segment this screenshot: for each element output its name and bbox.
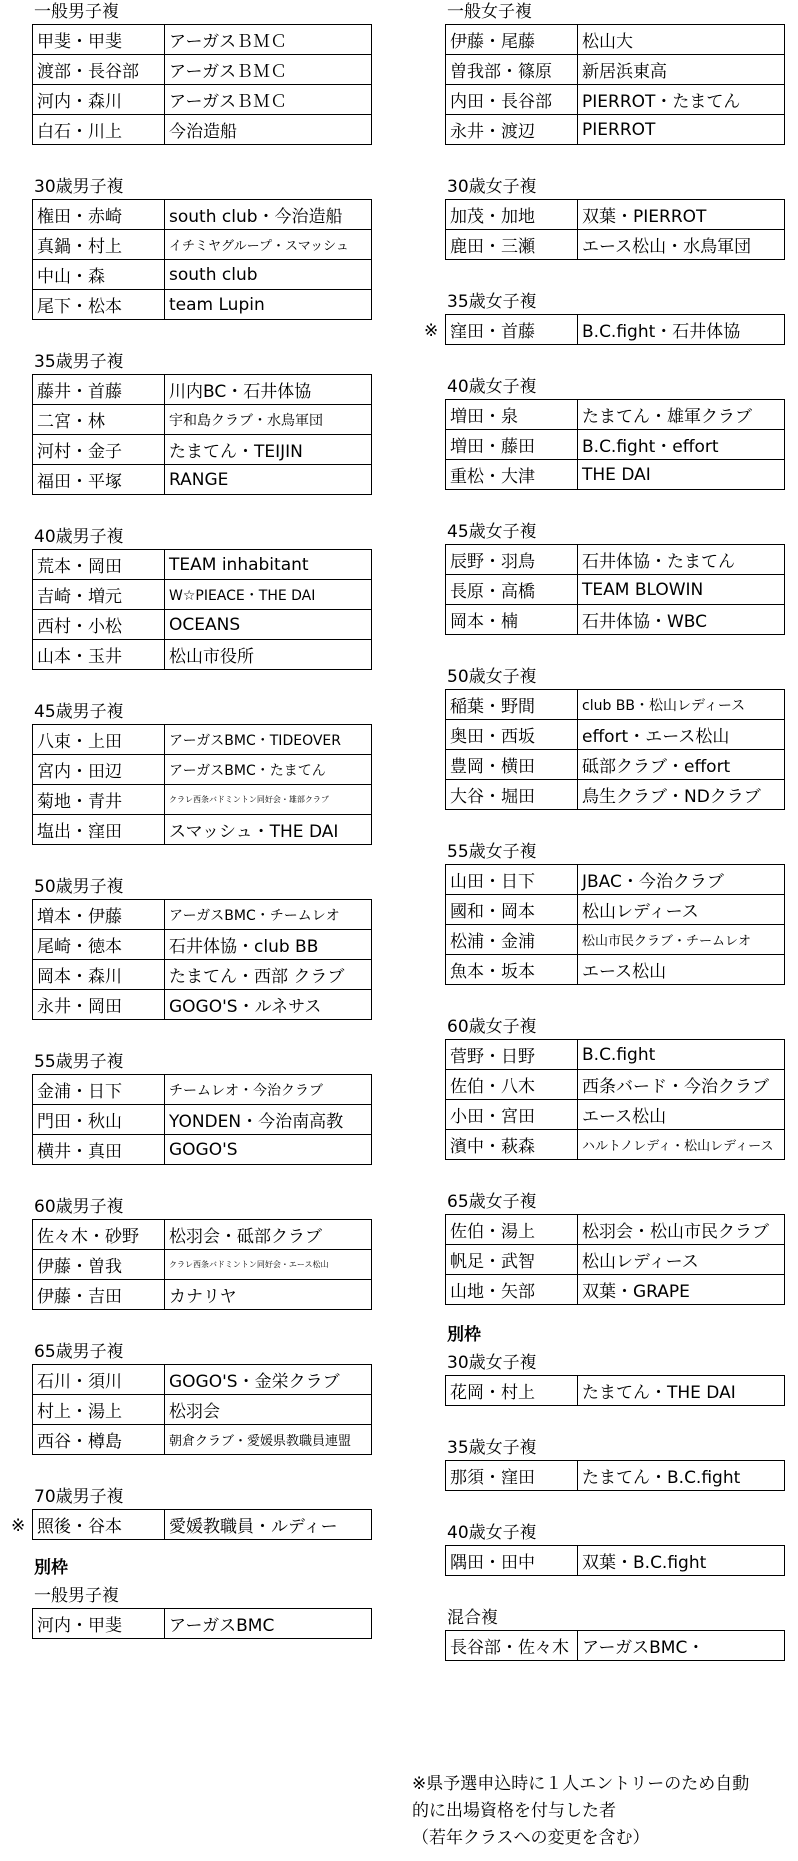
table-row xyxy=(446,895,785,925)
player-names: 帆足・武智 xyxy=(446,1245,578,1275)
club-names: 宇和島クラブ・水鳥軍団 xyxy=(165,405,372,435)
section-65-womens-doubles xyxy=(445,1190,785,1305)
player-names: 西谷・樽島 xyxy=(33,1425,165,1455)
player-names: 真鍋・村上 xyxy=(33,230,165,260)
player-names: 横井・真田 xyxy=(33,1135,165,1165)
table-row xyxy=(33,1250,372,1280)
club-names: エース松山 xyxy=(578,955,785,985)
player-names: 菊地・青井 xyxy=(33,785,165,815)
player-names: 白石・川上 xyxy=(33,115,165,145)
section-title: 40歳男子複 xyxy=(34,527,124,547)
club-names: アーガスBMC・たまてん xyxy=(165,755,372,785)
pairs-table xyxy=(32,199,372,320)
section-title: 70歳男子複 xyxy=(34,1487,124,1507)
player-names: 渡部・長谷部 xyxy=(33,55,165,85)
player-names: 小田・宮田 xyxy=(446,1100,578,1130)
club-names: 松山レディース xyxy=(578,895,785,925)
player-names: 花岡・村上 xyxy=(446,1376,578,1406)
club-names: エース松山・水鳥軍団 xyxy=(578,230,785,260)
section-title: 50歳女子複 xyxy=(447,667,537,687)
note-marker: ※ xyxy=(424,321,439,341)
player-names: 佐々木・砂野 xyxy=(33,1220,165,1250)
club-names: south club xyxy=(165,260,372,290)
player-names: 長原・高橋 xyxy=(446,575,578,605)
table-row xyxy=(446,1040,785,1070)
club-names: アーガスＢＭＣ xyxy=(165,55,372,85)
player-names: 稲葉・野間 xyxy=(446,690,578,720)
club-names: アーガスBMC・チームレオ xyxy=(165,900,372,930)
table-row xyxy=(33,785,372,815)
club-names: 双葉・GRAPE xyxy=(578,1275,785,1305)
table-row xyxy=(446,690,785,720)
section-title: 65歳女子複 xyxy=(447,1192,537,1212)
player-names: 吉崎・増元 xyxy=(33,580,165,610)
table-row xyxy=(33,115,372,145)
section-general-mens-doubles-extra xyxy=(32,1584,372,1639)
table-row xyxy=(446,1275,785,1305)
club-names: GOGO'S xyxy=(165,1135,372,1165)
section-title: 45歳女子複 xyxy=(447,522,537,542)
player-names xyxy=(424,315,578,345)
footnote-line: 的に出場資格を付与した者 xyxy=(412,1801,616,1821)
player-names: 尾下・松本 xyxy=(33,290,165,320)
table-row xyxy=(446,1130,785,1160)
section-title: 50歳男子複 xyxy=(34,877,124,897)
section-55-womens-doubles xyxy=(445,840,785,985)
section-40-womens-doubles-extra xyxy=(445,1521,785,1576)
table-row xyxy=(33,1510,372,1540)
player-names: 八束・上田 xyxy=(33,725,165,755)
player-names: 加茂・加地 xyxy=(446,200,578,230)
pairs-table xyxy=(445,199,785,260)
player-names: 永井・渡辺 xyxy=(446,115,578,145)
footnote-line: ※県予選申込時に１人エントリーのため自動 xyxy=(412,1774,750,1794)
pairs-table xyxy=(32,1074,372,1165)
player-names xyxy=(11,1510,165,1540)
table-row xyxy=(33,1220,372,1250)
player-names: 隅田・田中 xyxy=(446,1546,578,1576)
player-names: 岡本・楠 xyxy=(446,605,578,635)
left-column xyxy=(11,0,372,1639)
player-names: 村上・湯上 xyxy=(33,1395,165,1425)
section-title: 40歳女子複 xyxy=(447,1523,537,1543)
table-row xyxy=(33,55,372,85)
section-title: 55歳女子複 xyxy=(447,842,537,862)
pairs-table xyxy=(11,1509,372,1540)
pairs-table xyxy=(32,1608,372,1639)
player-names: 山本・玉井 xyxy=(33,640,165,670)
club-names: 愛媛教職員・ルディー xyxy=(165,1510,372,1540)
player-names: 藤井・首藤 xyxy=(33,375,165,405)
player-names: 那須・窪田 xyxy=(446,1461,578,1491)
section-title: 35歳女子複 xyxy=(447,1438,537,1458)
table-row xyxy=(33,290,372,320)
player-names: 岡本・森川 xyxy=(33,960,165,990)
player-names: 重松・大津 xyxy=(446,460,578,490)
club-names: TEAM inhabitant xyxy=(165,550,372,580)
table-row xyxy=(33,725,372,755)
table-row xyxy=(33,260,372,290)
table-row xyxy=(33,230,372,260)
table-row xyxy=(446,400,785,430)
club-names: アーガスＢＭＣ xyxy=(165,25,372,55)
club-names: イチミヤグループ・スマッシュ xyxy=(165,230,372,260)
section-title: 30歳男子複 xyxy=(34,177,124,197)
player-names: 甲斐・甲斐 xyxy=(33,25,165,55)
player-names: 二宮・林 xyxy=(33,405,165,435)
table-row xyxy=(446,1546,785,1576)
club-names: 双葉・PIERROT xyxy=(578,200,785,230)
table-row xyxy=(33,1395,372,1425)
pairs-table xyxy=(424,314,785,345)
table-row xyxy=(446,1461,785,1491)
table-row xyxy=(33,25,372,55)
pairs-table xyxy=(445,864,785,985)
player-names: 鹿田・三瀬 xyxy=(446,230,578,260)
club-names: JBAC・今治クラブ xyxy=(578,865,785,895)
club-names: 西条バード・今治クラブ xyxy=(578,1070,785,1100)
table-row xyxy=(33,960,372,990)
section-50-mens-doubles xyxy=(32,875,372,1020)
table-row xyxy=(33,1609,372,1639)
table-row xyxy=(446,230,785,260)
section-50-womens-doubles xyxy=(445,665,785,810)
section-60-mens-doubles xyxy=(32,1195,372,1310)
player-names: 中山・森 xyxy=(33,260,165,290)
table-row xyxy=(33,1280,372,1310)
section-30-womens-doubles xyxy=(445,175,785,260)
player-names: 伊藤・吉田 xyxy=(33,1280,165,1310)
club-names: TEAM BLOWIN xyxy=(578,575,785,605)
table-row xyxy=(446,1070,785,1100)
betsuwaku-label: 別枠 xyxy=(447,1325,481,1345)
section-title: 60歳男子複 xyxy=(34,1197,124,1217)
club-names: たまてん・B.C.fight xyxy=(578,1461,785,1491)
table-row xyxy=(446,865,785,895)
player-names: 國和・岡本 xyxy=(446,895,578,925)
table-row xyxy=(446,1245,785,1275)
section-title: 一般女子複 xyxy=(447,2,532,22)
club-names: 新居浜東高 xyxy=(578,55,785,85)
club-names: south club・今治造船 xyxy=(165,200,372,230)
club-names: 松山レディース xyxy=(578,1245,785,1275)
player-names: 河内・甲斐 xyxy=(33,1609,165,1639)
player-names: 門田・秋山 xyxy=(33,1105,165,1135)
player-names: 増田・泉 xyxy=(446,400,578,430)
table-row xyxy=(446,545,785,575)
club-names: アーガスBMC xyxy=(165,1609,372,1639)
club-names: 松山市民クラブ・チームレオ xyxy=(578,925,785,955)
player-names: 曽我部・篠原 xyxy=(446,55,578,85)
table-row xyxy=(33,465,372,495)
player-names: 魚本・坂本 xyxy=(446,955,578,985)
player-names: 福田・平塚 xyxy=(33,465,165,495)
club-names: YONDEN・今治南高教 xyxy=(165,1105,372,1135)
player-names: 塩出・窪田 xyxy=(33,815,165,845)
player-names: 永井・岡田 xyxy=(33,990,165,1020)
table-row xyxy=(33,755,372,785)
pairs-table xyxy=(32,899,372,1020)
player-names: 増本・伊藤 xyxy=(33,900,165,930)
table-row xyxy=(33,1075,372,1105)
club-names: THE DAI xyxy=(578,460,785,490)
player-names: 奥田・西坂 xyxy=(446,720,578,750)
table-row xyxy=(33,580,372,610)
section-35-womens-doubles xyxy=(424,290,785,345)
section-40-mens-doubles xyxy=(32,525,372,670)
table-row xyxy=(446,1376,785,1406)
pairs-table xyxy=(445,24,785,145)
club-names: 松山大 xyxy=(578,25,785,55)
table-row xyxy=(33,815,372,845)
player-names: 宮内・田辺 xyxy=(33,755,165,785)
table-row xyxy=(33,640,372,670)
pairs-table xyxy=(445,1460,785,1491)
club-names: クラレ西条バドミントン同好会・雄部クラブ xyxy=(165,785,372,815)
player-names: 権田・赤崎 xyxy=(33,200,165,230)
table-row xyxy=(446,575,785,605)
club-names: 石井体協・WBC xyxy=(578,605,785,635)
pairs-table xyxy=(445,1545,785,1576)
club-names: PIERROT・たまてん xyxy=(578,85,785,115)
club-names: 朝倉クラブ・愛媛県教職員連盟 xyxy=(165,1425,372,1455)
club-names: アーガスBMC・TIDEOVER xyxy=(165,725,372,755)
club-names: PIERROT xyxy=(578,115,785,145)
table-row xyxy=(446,85,785,115)
club-names: B.C.fight・石井体協 xyxy=(578,315,785,345)
player-names: 長谷部・佐々木 xyxy=(446,1631,578,1661)
section-35-mens-doubles xyxy=(32,350,372,495)
table-row xyxy=(33,375,372,405)
table-row xyxy=(33,550,372,580)
player-names: 西村・小松 xyxy=(33,610,165,640)
club-names: 双葉・B.C.fight xyxy=(578,1546,785,1576)
section-title: 35歳男子複 xyxy=(34,352,124,372)
section-45-mens-doubles xyxy=(32,700,372,845)
club-names: 川内BC・石井体協 xyxy=(165,375,372,405)
club-names: GOGO'S・金栄クラブ xyxy=(165,1365,372,1395)
table-row xyxy=(446,430,785,460)
section-general-mens-doubles xyxy=(32,0,372,145)
club-names: たまてん・雄軍クラブ xyxy=(578,400,785,430)
betsuwaku-label: 別枠 xyxy=(34,1558,68,1578)
table-row xyxy=(446,1631,785,1661)
club-names: チームレオ・今治クラブ xyxy=(165,1075,372,1105)
table-row xyxy=(33,1425,372,1455)
club-names: ハルトノレディ・松山レディース xyxy=(578,1130,785,1160)
pairs-table xyxy=(32,549,372,670)
player-names: 尾崎・徳本 xyxy=(33,930,165,960)
club-names: エース松山 xyxy=(578,1100,785,1130)
section-45-womens-doubles xyxy=(445,520,785,635)
pairs-table xyxy=(32,374,372,495)
pairs-table xyxy=(445,544,785,635)
club-names: 石井体協・club BB xyxy=(165,930,372,960)
player-names: 伊藤・曽我 xyxy=(33,1250,165,1280)
player-names: 荒本・岡田 xyxy=(33,550,165,580)
player-names: 松浦・金浦 xyxy=(446,925,578,955)
club-names: team Lupin xyxy=(165,290,372,320)
table-row xyxy=(446,200,785,230)
section-40-womens-doubles xyxy=(445,375,785,490)
table-row xyxy=(446,720,785,750)
pairs-table xyxy=(32,24,372,145)
footnote-line: （若年クラスへの変更を含む） xyxy=(412,1828,650,1848)
section-title: 30歳女子複 xyxy=(447,1353,537,1373)
club-names: 松羽会・松山市民クラブ xyxy=(578,1215,785,1245)
club-names: 松羽会・砥部クラブ xyxy=(165,1220,372,1250)
section-general-womens-doubles xyxy=(445,0,785,145)
section-title: 60歳女子複 xyxy=(447,1017,537,1037)
player-names: 山地・矢部 xyxy=(446,1275,578,1305)
table-row xyxy=(33,930,372,960)
section-35-womens-doubles-extra xyxy=(445,1436,785,1491)
club-names: アーガスＢＭＣ xyxy=(165,85,372,115)
section-30-womens-doubles-extra xyxy=(445,1351,785,1406)
player-names: 佐伯・八木 xyxy=(446,1070,578,1100)
section-title: 35歳女子複 xyxy=(447,292,537,312)
table-row xyxy=(446,605,785,635)
club-names: 砥部クラブ・effort xyxy=(578,750,785,780)
section-title: 65歳男子複 xyxy=(34,1342,124,1362)
pairs-table xyxy=(445,1039,785,1160)
pairs-table xyxy=(32,1219,372,1310)
table-row xyxy=(33,435,372,465)
pairs-table xyxy=(445,689,785,810)
table-row xyxy=(33,990,372,1020)
table-row xyxy=(33,1135,372,1165)
pairs-table xyxy=(445,399,785,490)
table-row xyxy=(33,610,372,640)
section-title: 一般男子複 xyxy=(34,1586,119,1606)
table-row xyxy=(446,780,785,810)
table-row xyxy=(446,115,785,145)
table-row xyxy=(446,55,785,85)
club-names: アーガスBMC・ xyxy=(578,1631,785,1661)
club-names: たまてん・TEIJIN xyxy=(165,435,372,465)
footnote xyxy=(412,1771,792,1852)
player-names: 濱中・萩森 xyxy=(446,1130,578,1160)
section-mixed-doubles xyxy=(445,1606,785,1661)
table-row xyxy=(33,200,372,230)
club-names: たまてん・西部 クラブ xyxy=(165,960,372,990)
player-names: 河村・金子 xyxy=(33,435,165,465)
section-title: 40歳女子複 xyxy=(447,377,537,397)
section-30-mens-doubles xyxy=(32,175,372,320)
player-names: 山田・日下 xyxy=(446,865,578,895)
club-names: GOGO'S・ルネサス xyxy=(165,990,372,1020)
player-names-text: 窪田・首藤 xyxy=(450,322,535,342)
table-row xyxy=(33,900,372,930)
player-names: 辰野・羽鳥 xyxy=(446,545,578,575)
table-row xyxy=(446,315,785,345)
table-row xyxy=(446,955,785,985)
club-names: クラレ西条バドミントン同好会・エース松山 xyxy=(165,1250,372,1280)
section-55-mens-doubles xyxy=(32,1050,372,1165)
table-row xyxy=(33,405,372,435)
note-marker: ※ xyxy=(11,1516,26,1536)
club-names: 松山市役所 xyxy=(165,640,372,670)
section-title: 一般男子複 xyxy=(34,2,119,22)
pairs-table xyxy=(445,1630,785,1661)
pairs-table xyxy=(32,724,372,845)
player-names: 佐伯・湯上 xyxy=(446,1215,578,1245)
pairs-table xyxy=(32,1364,372,1455)
player-names: 大谷・堀田 xyxy=(446,780,578,810)
club-names: 石井体協・たまてん xyxy=(578,545,785,575)
section-title: 30歳女子複 xyxy=(447,177,537,197)
table-row xyxy=(446,925,785,955)
table-row xyxy=(33,1365,372,1395)
club-names: 今治造船 xyxy=(165,115,372,145)
pairs-table xyxy=(445,1375,785,1406)
club-names: たまてん・THE DAI xyxy=(578,1376,785,1406)
table-row xyxy=(446,460,785,490)
club-names: カナリヤ xyxy=(165,1280,372,1310)
player-names: 河内・森川 xyxy=(33,85,165,115)
table-row xyxy=(33,85,372,115)
player-names: 内田・長谷部 xyxy=(446,85,578,115)
table-row xyxy=(446,25,785,55)
pairs-table xyxy=(445,1214,785,1305)
section-title: 混合複 xyxy=(447,1608,498,1628)
player-names: 石川・須川 xyxy=(33,1365,165,1395)
section-60-womens-doubles xyxy=(445,1015,785,1160)
club-names: B.C.fight・effort xyxy=(578,430,785,460)
table-row xyxy=(446,750,785,780)
table-row xyxy=(33,1105,372,1135)
club-names: 松羽会 xyxy=(165,1395,372,1425)
club-names: 鳥生クラブ・NDクラブ xyxy=(578,780,785,810)
club-names: OCEANS xyxy=(165,610,372,640)
player-names: 豊岡・横田 xyxy=(446,750,578,780)
club-names: スマッシュ・THE DAI xyxy=(165,815,372,845)
player-names-text: 照後・谷本 xyxy=(37,1517,122,1537)
section-70-mens-doubles xyxy=(11,1485,372,1540)
club-names: club BB・松山レディース xyxy=(578,690,785,720)
club-names: B.C.fight xyxy=(578,1040,785,1070)
player-names: 伊藤・尾藤 xyxy=(446,25,578,55)
player-names: 菅野・日野 xyxy=(446,1040,578,1070)
right-column xyxy=(424,0,785,1661)
club-names: RANGE xyxy=(165,465,372,495)
table-row xyxy=(446,1100,785,1130)
section-65-mens-doubles xyxy=(32,1340,372,1455)
table-row xyxy=(446,1215,785,1245)
club-names: W☆PIEACE・THE DAI xyxy=(165,580,372,610)
player-names: 金浦・日下 xyxy=(33,1075,165,1105)
club-names: effort・エース松山 xyxy=(578,720,785,750)
section-title: 45歳男子複 xyxy=(34,702,124,722)
player-names: 増田・藤田 xyxy=(446,430,578,460)
section-title: 55歳男子複 xyxy=(34,1052,124,1072)
